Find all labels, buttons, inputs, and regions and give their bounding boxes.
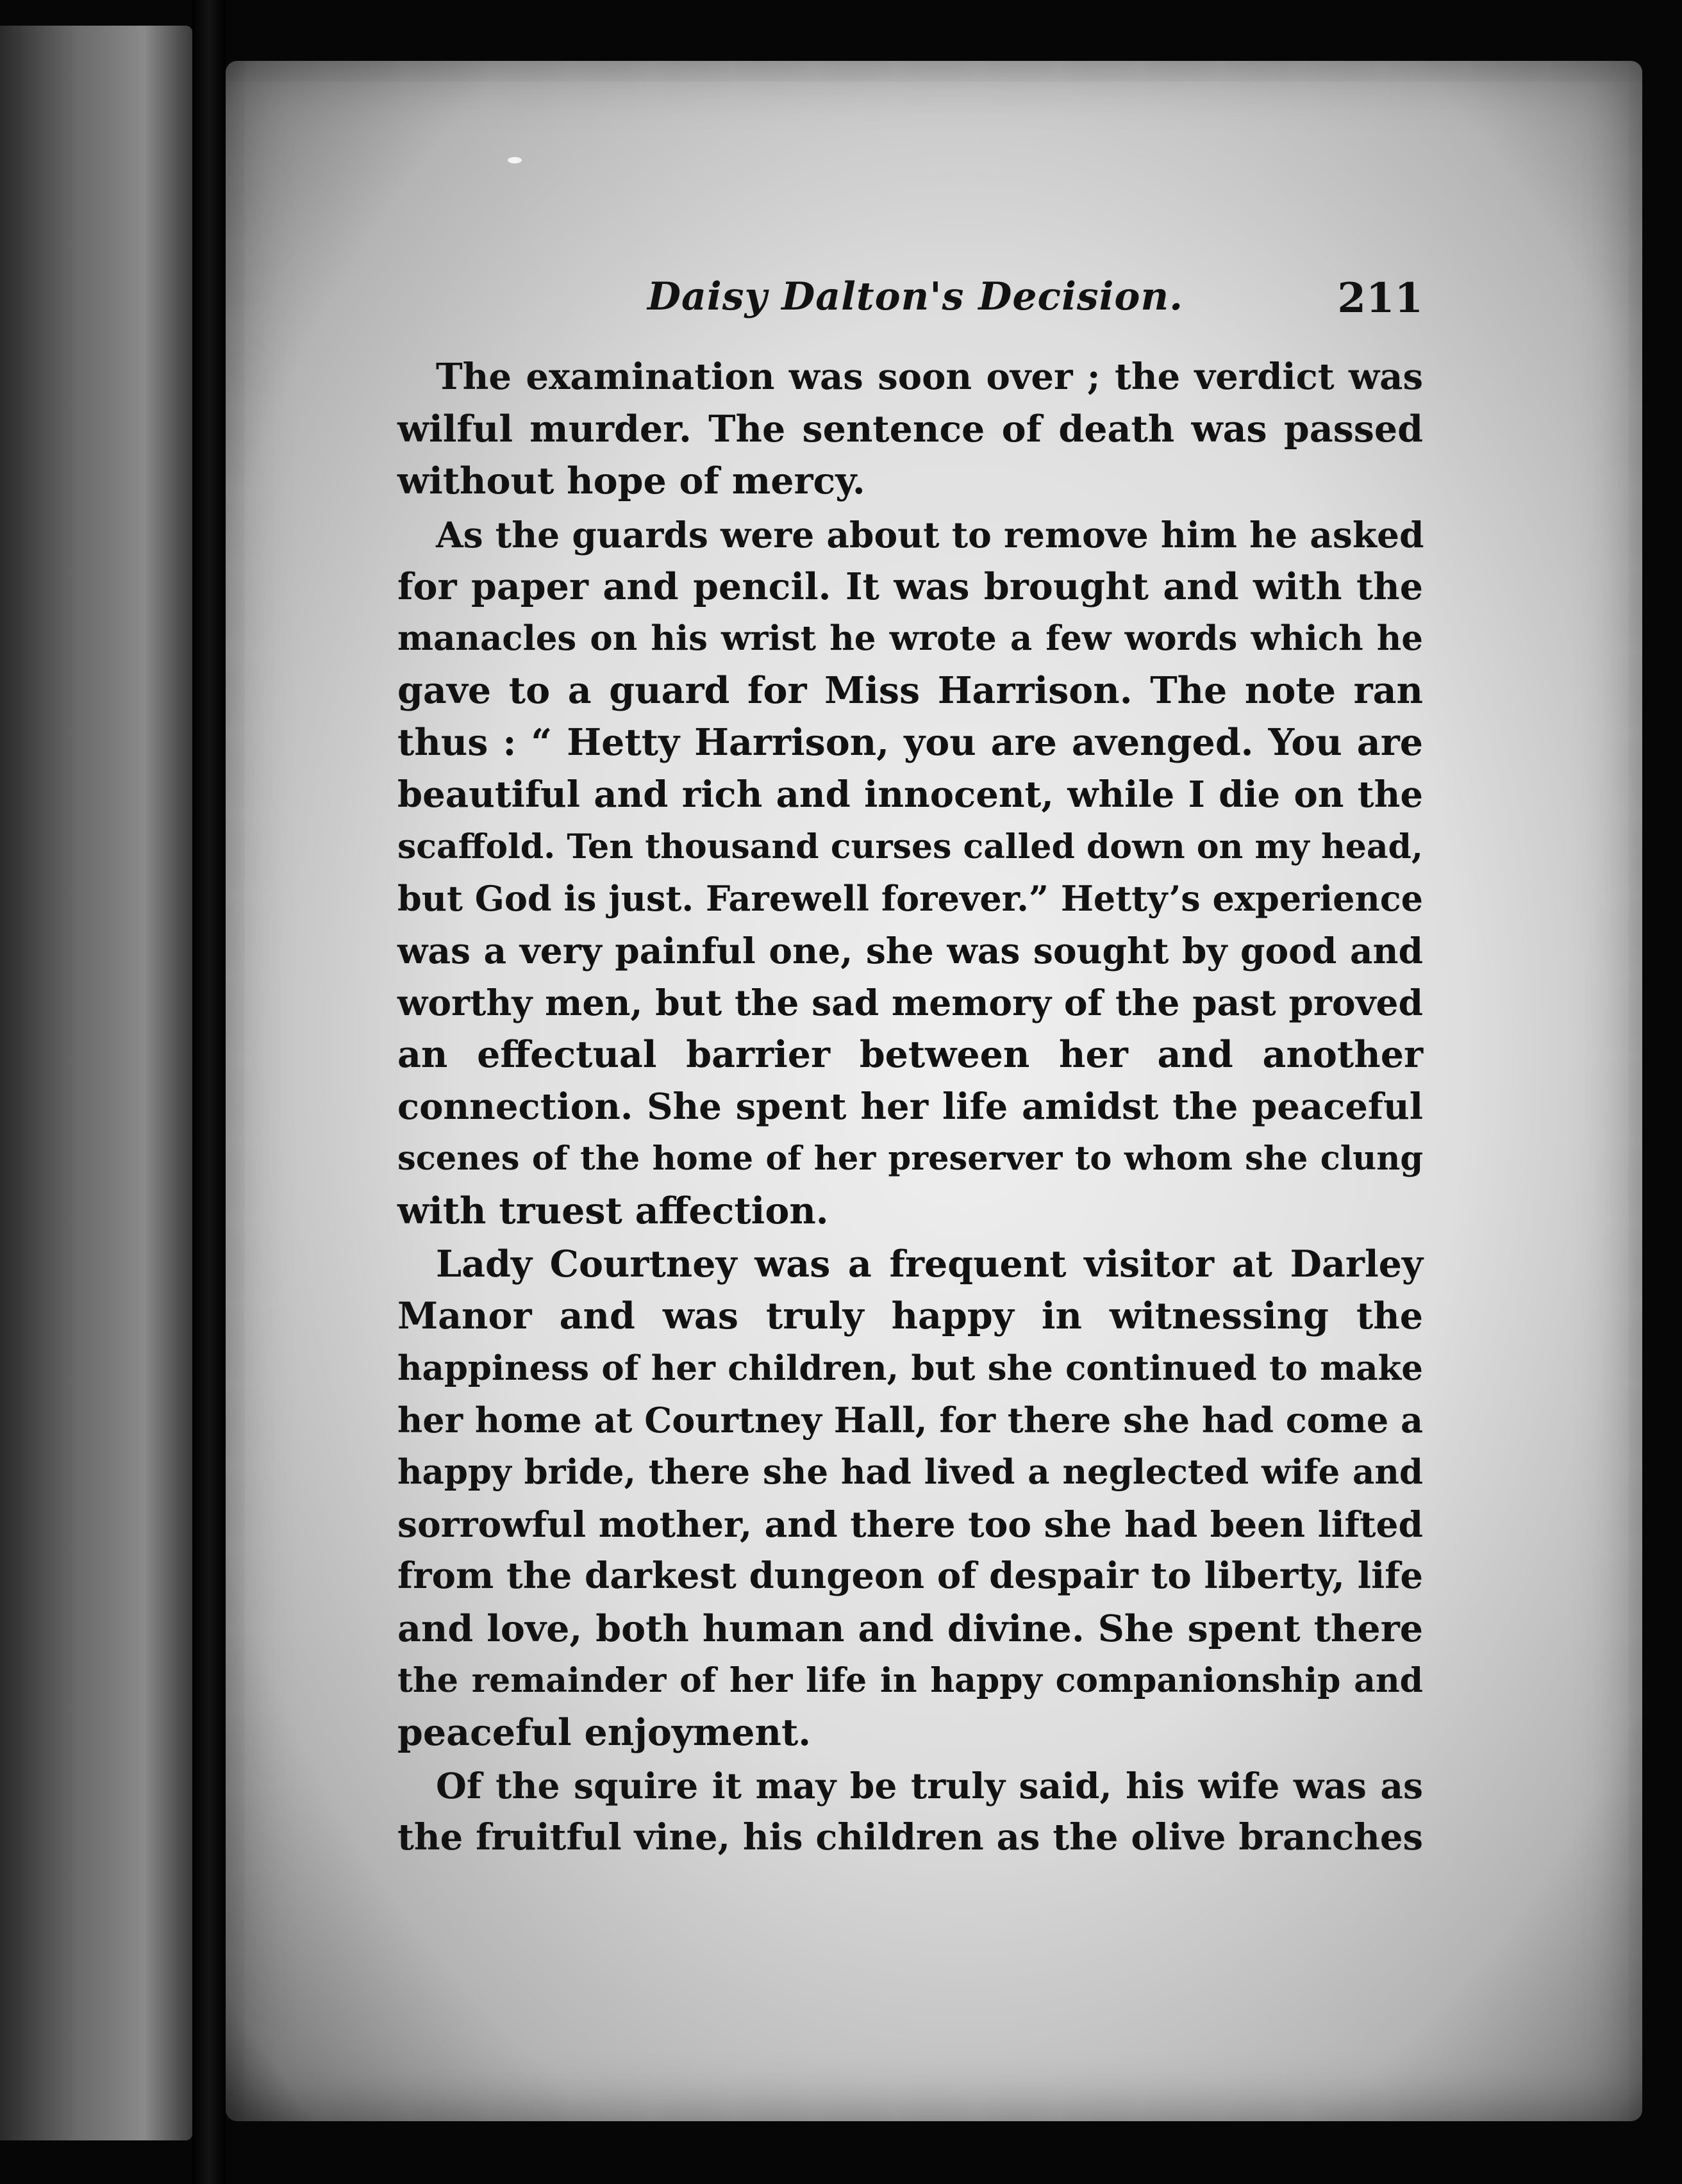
- paragraph: [397, 351, 1423, 508]
- facing-page-edge: [0, 26, 192, 2140]
- text-line: thus : “ Hetty Harrison, you are avenged. You are: [397, 721, 1423, 765]
- text-line: an effectual barrier between her and another: [397, 1033, 1423, 1077]
- text-line: for paper and pencil. It was brought and with the: [397, 565, 1423, 608]
- text-line: sorrowful mother, and there too she had been lifted: [397, 1503, 1423, 1546]
- text-line: without hope of mercy.: [397, 459, 865, 503]
- text-line: The examination was soon over ; the verdict was: [436, 356, 1423, 398]
- running-title: Daisy Dalton's Decision.: [647, 274, 1183, 319]
- text-line: with truest affection.: [397, 1189, 829, 1232]
- paragraph: [397, 1760, 1423, 1864]
- paragraph: [397, 509, 1423, 1237]
- scan-speck: [508, 157, 522, 163]
- text-line: Of the squire it may be truly said, his wife was as: [436, 1765, 1423, 1807]
- text-line: wilful murder. The sentence of death was passed: [397, 408, 1423, 451]
- text-line: As the guards were about to remove him he asked: [436, 513, 1424, 556]
- book-gutter: [192, 0, 226, 2184]
- page-number: 211: [1337, 274, 1423, 322]
- body-text: [397, 351, 1423, 1865]
- text-line: from the darkest dungeon of despair to liberty, life: [397, 1555, 1423, 1598]
- text-line: the remainder of her life in happy companionship and: [397, 1660, 1423, 1700]
- text-line: was a very painful one, she was sought by good and: [397, 930, 1423, 972]
- text-line: beautiful and rich and innocent, while I die on the: [397, 773, 1423, 816]
- text-line: Manor and was truly happy in witnessing the: [397, 1295, 1423, 1338]
- page-header: [647, 269, 1423, 340]
- text-line: her home at Courtney Hall, for there she had come a: [397, 1399, 1423, 1441]
- text-line: Lady Courtney was a frequent visitor at Darley: [436, 1243, 1423, 1286]
- text-line: gave to a guard for Miss Harrison. The note ran: [397, 669, 1423, 713]
- paragraph: [397, 1238, 1423, 1758]
- text-line: happy bride, there she had lived a neglected wife and: [397, 1452, 1423, 1492]
- text-line: manacles on his wrist he wrote a few words which he: [397, 618, 1423, 658]
- text-line: connection. She spent her life amidst the peaceful: [397, 1085, 1423, 1128]
- text-line: scenes of the home of her preserver to whom she clung: [397, 1139, 1423, 1178]
- text-line: scaffold. Ten thousand curses called down on my head,: [397, 827, 1423, 866]
- text-line: happiness of her children, but she continued to make: [397, 1348, 1423, 1388]
- text-line: but God is just. Farewell forever.” Hetty’s experience: [397, 877, 1423, 919]
- text-line: the fruitful vine, his children as the olive branches: [397, 1816, 1423, 1859]
- text-line: peaceful enjoyment.: [397, 1710, 812, 1754]
- text-line: worthy men, but the sad memory of the past proved: [397, 982, 1423, 1024]
- text-line: and love, both human and divine. She spent there: [397, 1607, 1423, 1650]
